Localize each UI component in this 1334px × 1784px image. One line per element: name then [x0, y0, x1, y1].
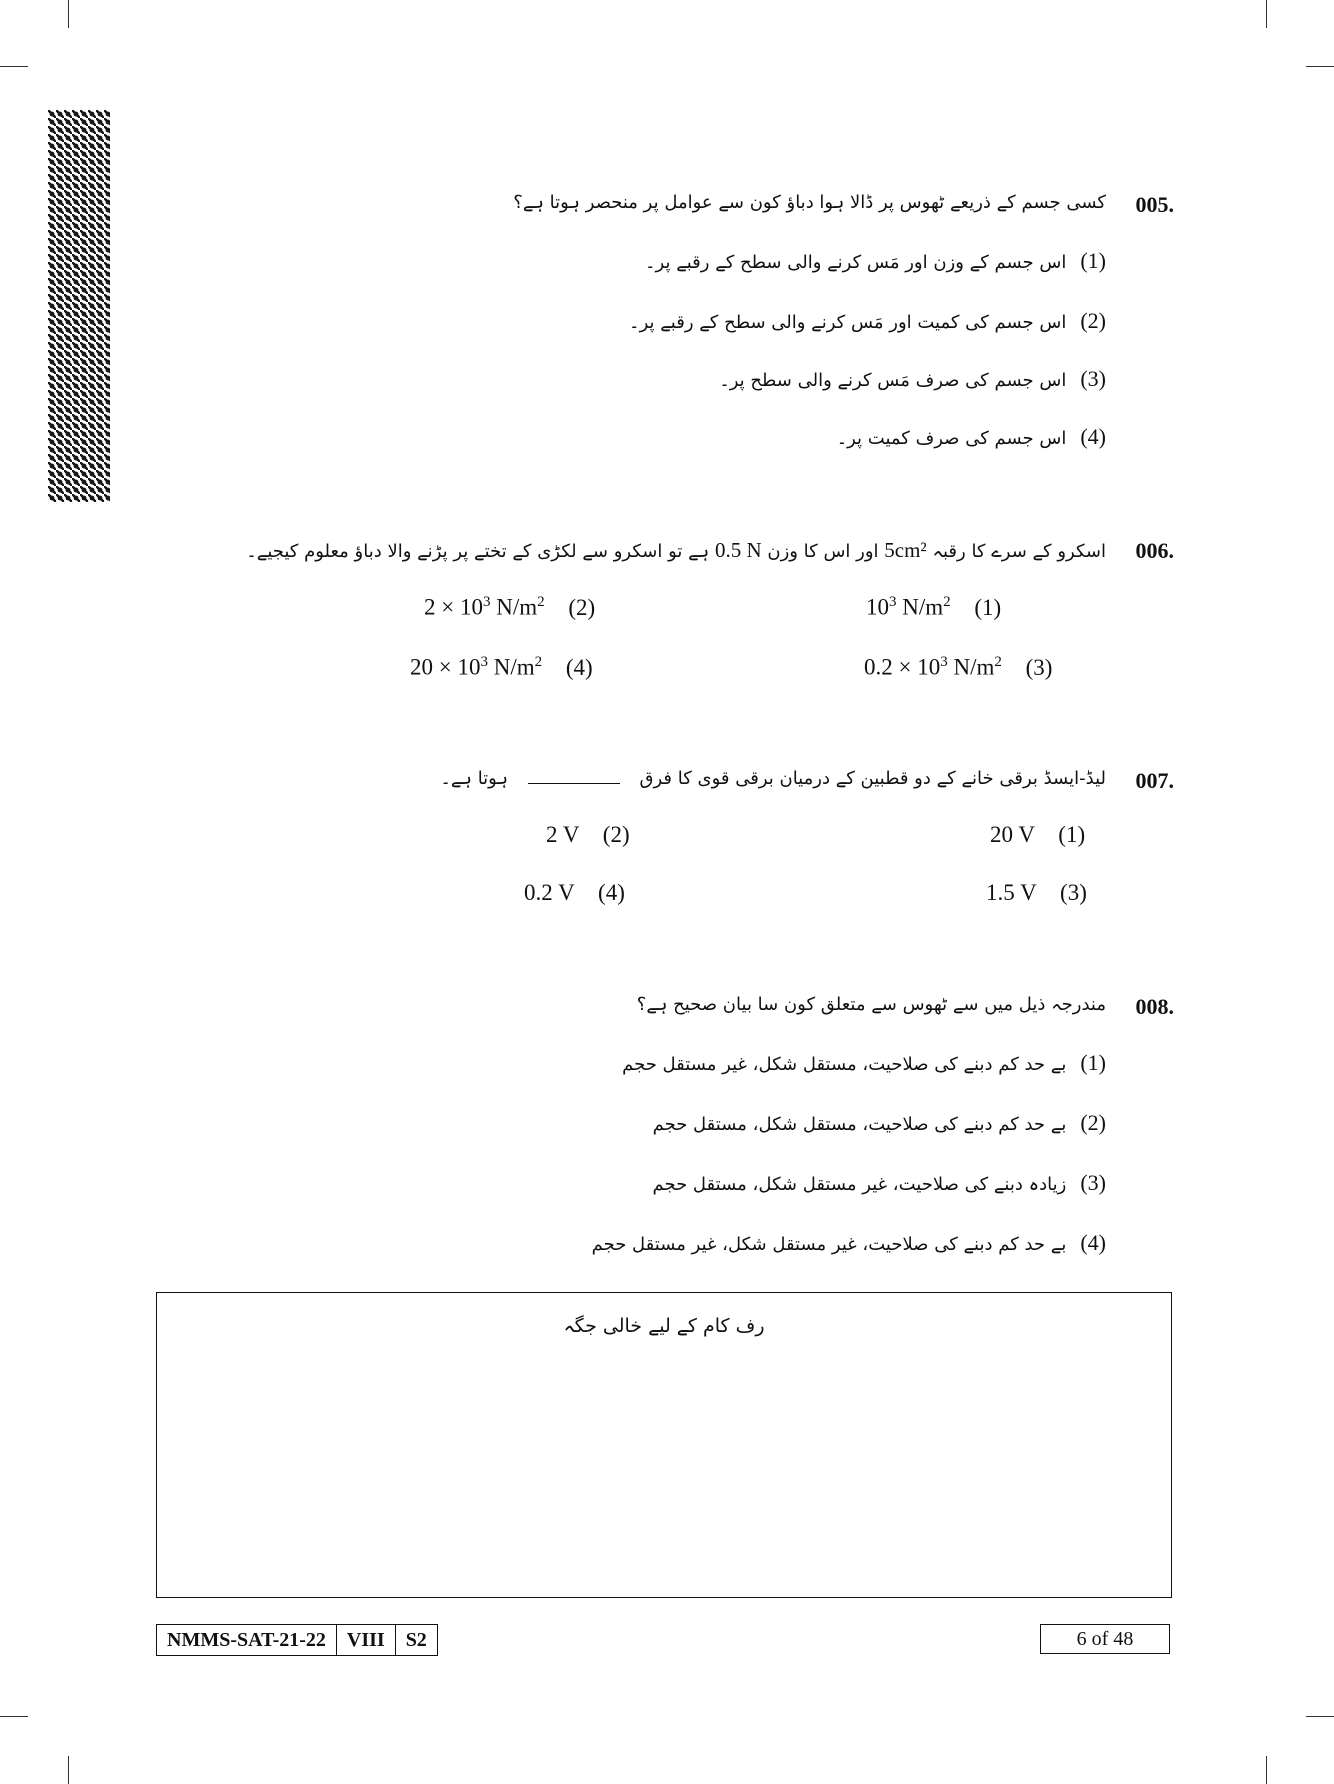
- option[interactable]: [645, 248, 1106, 274]
- question-text-part: اور اس کا وزن: [767, 541, 879, 562]
- option[interactable]: [986, 880, 1087, 906]
- option-value: 2 × 10: [424, 594, 483, 620]
- option-number: (4): [1080, 1230, 1106, 1255]
- option-number: (3): [1060, 880, 1087, 905]
- option-number: (2): [1080, 1110, 1106, 1135]
- option-number: (2): [1080, 308, 1106, 333]
- decorative-pattern: [48, 110, 110, 502]
- class-code: VIII: [336, 1625, 395, 1655]
- footer-code-box: [156, 1624, 438, 1656]
- option-number: (1): [1058, 822, 1086, 847]
- option[interactable]: [546, 822, 630, 848]
- option[interactable]: [410, 654, 593, 681]
- question-text-part: ہے تو اسکرو سے لکڑی کے تختے پر پڑنے والا دباؤ معلوم کیجیے۔: [246, 541, 710, 562]
- crop-mark: [68, 0, 69, 28]
- crop-mark: [0, 1716, 28, 1717]
- exam-code: NMMS-SAT-21-22: [167, 1629, 326, 1651]
- rough-work-title: رف کام کے لیے خالی جگہ: [563, 1315, 765, 1337]
- option-number: (2): [568, 594, 596, 620]
- question-number: 008.: [1135, 994, 1174, 1019]
- exponent: 2: [534, 654, 543, 670]
- unit: N/m: [490, 594, 538, 620]
- option[interactable]: [653, 1110, 1106, 1136]
- unit: N/m: [487, 654, 535, 680]
- exponent: 3: [889, 594, 897, 610]
- page-number: 6 of 48: [1040, 1624, 1170, 1654]
- option-text: اس جسم کے وزن اور مَس کرنے والی سطح کے رقبے پر۔: [644, 252, 1067, 273]
- option-text: اس جسم کی کمیت اور مَس کرنے والی سطح کے رقبے پر۔: [629, 312, 1067, 333]
- exponent: 2: [994, 654, 1002, 670]
- option-number: (3): [1080, 1170, 1106, 1195]
- crop-mark: [1266, 1756, 1267, 1784]
- exponent: 3: [940, 654, 948, 670]
- crop-mark: [1266, 0, 1267, 28]
- rough-work-box: [156, 1292, 1172, 1598]
- exponent: 3: [480, 654, 488, 670]
- option-text: اس جسم کی صرف کمیت پر۔: [836, 428, 1067, 449]
- question-text-part: لیڈ-ایسڈ برقی خانے کے دو قطبین کے درمیان برقی قوی کا فرق: [639, 768, 1106, 789]
- question-text-part: ہوتا ہے۔: [440, 768, 509, 789]
- option-text: اس جسم کی صرف مَس کرنے والی سطح پر۔: [719, 370, 1067, 391]
- option-value: 0.2 V: [524, 880, 575, 905]
- option-number: (4): [598, 880, 625, 905]
- option-number: (3): [1025, 654, 1053, 680]
- option-number: (1): [1080, 248, 1106, 273]
- option-text: زیادہ دبنے کی صلاحیت، غیر مستقل شکل، مستقل حجم: [652, 1174, 1067, 1195]
- option[interactable]: [990, 822, 1085, 848]
- area-value: 5cm²: [884, 538, 927, 562]
- option-value: 20 × 10: [410, 654, 481, 680]
- option-text: بے حد کم دبنے کی صلاحیت، مستقل شکل، مستقل حجم: [652, 1114, 1067, 1135]
- option[interactable]: [719, 366, 1106, 392]
- question-text: مندرجہ ذیل میں سے ٹھوس سے متعلق کون سا بیان صحیح ہے؟: [636, 994, 1106, 1015]
- question-number: 006.: [1135, 538, 1174, 563]
- option[interactable]: [622, 1050, 1106, 1076]
- question-text-part: اسکرو کے سرے کا رقبہ: [932, 541, 1106, 562]
- option-text: بے حد کم دبنے کی صلاحیت، مستقل شکل، غیر مستقل حجم: [622, 1054, 1067, 1075]
- unit: N/m: [947, 654, 995, 680]
- option-number: (1): [974, 594, 1002, 620]
- option-number: (2): [602, 822, 630, 847]
- option-number: (1): [1080, 1050, 1106, 1075]
- option-number: (4): [565, 654, 593, 680]
- question-number: 005.: [1135, 192, 1174, 217]
- option-value: 10: [866, 594, 889, 620]
- option[interactable]: [864, 654, 1052, 681]
- exponent: 3: [482, 594, 491, 610]
- option-value: 0.2 × 10: [864, 654, 941, 680]
- option-value: 1.5 V: [986, 880, 1037, 905]
- exponent: 2: [537, 594, 545, 610]
- option-number: (3): [1080, 366, 1106, 391]
- option[interactable]: [592, 1230, 1106, 1256]
- option-text: بے حد کم دبنے کی صلاحیت، غیر مستقل شکل، غیر مستقل حجم: [591, 1234, 1067, 1255]
- option[interactable]: [524, 880, 625, 906]
- option[interactable]: [629, 308, 1106, 334]
- question-text: [246, 538, 1106, 563]
- option[interactable]: [424, 594, 595, 621]
- question-text: [440, 768, 1106, 789]
- crop-mark: [68, 1756, 69, 1784]
- option-value: 2 V: [546, 822, 580, 847]
- option-value: 20 V: [990, 822, 1035, 847]
- set-code: S2: [395, 1625, 437, 1655]
- weight-value: 0.5 N: [714, 538, 762, 562]
- option[interactable]: [652, 1170, 1106, 1196]
- option[interactable]: [837, 424, 1106, 450]
- option[interactable]: [866, 594, 1001, 621]
- option-number: (4): [1080, 424, 1106, 449]
- answer-blank: [528, 783, 620, 784]
- question-number: 007.: [1135, 768, 1174, 793]
- crop-mark: [1306, 66, 1334, 67]
- crop-mark: [0, 66, 28, 67]
- crop-mark: [1306, 1716, 1334, 1717]
- unit: N/m: [896, 594, 944, 620]
- exponent: 2: [943, 594, 951, 610]
- question-text: کسی جسم کے ذریعے ٹھوس پر ڈالا ہوا دباؤ کون سے عوامل پر منحصر ہوتا ہے؟: [513, 192, 1106, 213]
